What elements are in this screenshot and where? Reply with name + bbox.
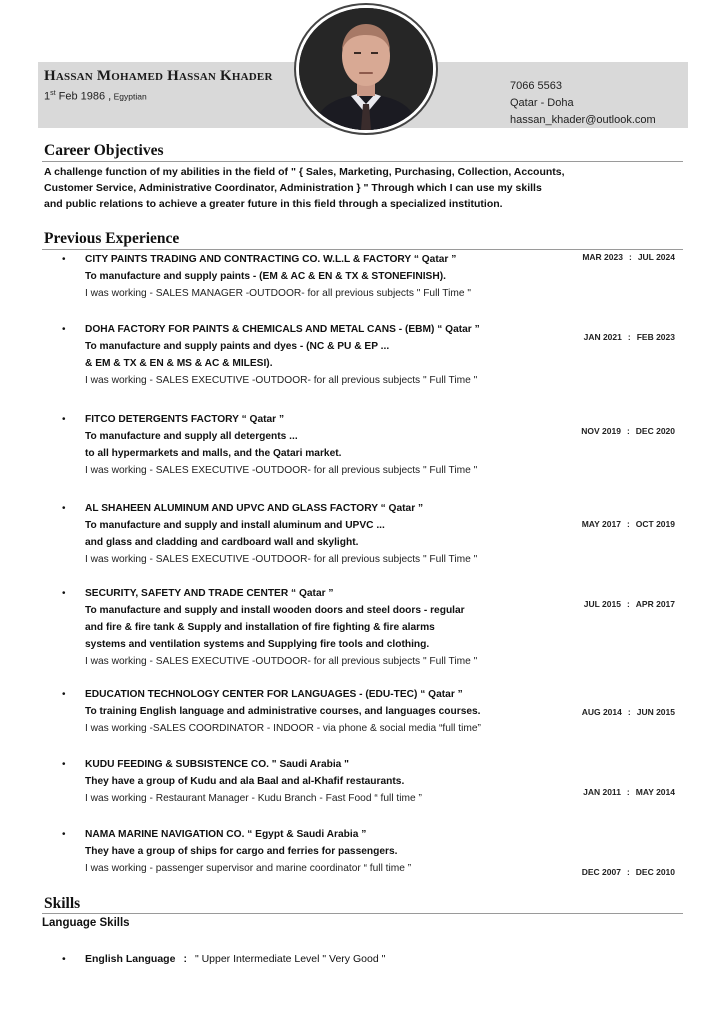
job-role: I was working - SALES EXECUTIVE -OUTDOOR- for all previous subjects " Full Time "	[85, 554, 478, 565]
bullet-icon: •	[62, 689, 66, 700]
section-divider	[42, 161, 683, 162]
language-skills-subheading: Language Skills	[42, 917, 130, 929]
job-company: DOHA FACTORY FOR PAINTS & CHEMICALS AND METAL CANS - (EBM) “ Qatar ”	[85, 324, 480, 335]
bullet-icon: •	[62, 254, 66, 265]
job-entry	[62, 251, 542, 302]
job-description: To manufacture and supply and install wooden doors and steel doors - regular	[85, 605, 465, 616]
birth-date: 1st Feb 1986 , Egyptian	[44, 90, 147, 103]
job-company: EDUCATION TECHNOLOGY CENTER FOR LANGUAGES - (EDU-TEC) “ Qatar ”	[85, 689, 463, 700]
job-role: I was working - SALES EXECUTIVE -OUTDOOR- for all previous subjects " Full Time "	[85, 375, 478, 386]
job-role: I was working - passenger supervisor and marine coordinator “ full time ”	[85, 863, 412, 874]
job-dates: JAN 2011 : MAY 2014	[583, 787, 675, 797]
job-description: systems and ventilation systems and Supplying fire tools and clothing.	[85, 639, 430, 650]
job-entry	[62, 686, 542, 737]
job-role: I was working - Restaurant Manager - Kudu Branch - Fast Food “ full time ”	[85, 793, 422, 804]
job-description: To training English language and administrative courses, and languages courses.	[85, 706, 481, 717]
job-description: to all hypermarkets and malls, and the Qatari market.	[85, 448, 342, 459]
job-description: and fire & fire tank & Supply and installation of fire fighting & fire alarms	[85, 622, 435, 633]
job-entry	[62, 826, 542, 877]
objective-line: and public relations to achieve a greater future in this field through a specialized institution.	[44, 198, 503, 210]
career-objectives-heading: Career Objectives	[44, 142, 164, 159]
objective-text	[44, 164, 684, 212]
person-portrait-icon	[299, 8, 433, 130]
job-description: and glass and cladding and cardboard wall and skylight.	[85, 537, 359, 548]
job-dates: MAY 2017 : OCT 2019	[581, 519, 675, 529]
profile-photo	[296, 5, 436, 133]
job-description: To manufacture and supply paints and dyes - (NC & PU & EP ...	[85, 341, 390, 352]
language-level: " Upper Intermediate Level " Very Good "	[194, 953, 386, 965]
job-dates: NOV 2019 : DEC 2020	[581, 426, 675, 436]
job-dates: JAN 2021 : FEB 2023	[583, 332, 675, 342]
job-company: AL SHAHEEN ALUMINUM AND UPVC AND GLASS FACTORY “ Qatar ”	[85, 503, 424, 514]
nationality: Egyptian	[111, 91, 147, 102]
bullet-icon: •	[62, 829, 66, 840]
previous-experience-heading: Previous Experience	[44, 230, 180, 247]
job-dates: AUG 2014 : JUN 2015	[581, 707, 675, 717]
section-divider	[42, 913, 683, 914]
mobile-value: 7066 5563	[510, 80, 562, 92]
section-divider	[42, 249, 683, 250]
job-company: CITY PAINTS TRADING AND CONTRACTING CO. W.L.L & FACTORY “ Qatar ”	[85, 254, 457, 265]
job-description: To manufacture and supply all detergents ...	[85, 431, 298, 442]
job-description: To manufacture and supply and install aluminum and UPVC ...	[85, 520, 385, 531]
bullet-icon: •	[62, 759, 66, 770]
email-value[interactable]: hassan_khader@outlook.com	[510, 114, 656, 126]
job-entry	[62, 411, 542, 479]
job-description: They have a group of Kudu and ala Baal and al-Khafif restaurants.	[85, 776, 405, 787]
skills-heading: Skills	[44, 895, 81, 912]
bullet-icon: •	[62, 503, 66, 514]
job-company: KUDU FEEDING & SUBSISTENCE CO. " Saudi Arabia "	[85, 759, 350, 770]
job-company: FITCO DETERGENTS FACTORY “ Qatar ”	[85, 414, 285, 425]
job-entry	[62, 585, 542, 670]
job-company: NAMA MARINE NAVIGATION CO. “ Egypt & Saudi Arabia ”	[85, 829, 367, 840]
objective-line: Customer Service, Administrative Coordinator, Administration } " Through which I can use my skills	[44, 182, 542, 194]
language-name: English Language	[85, 953, 176, 965]
job-dates: DEC 2007 : DEC 2010	[581, 867, 675, 877]
job-description: To manufacture and supply paints - (EM & AC & EN & TX & STONEFINISH).	[85, 271, 446, 282]
bullet-icon: •	[62, 414, 66, 425]
job-role: I was working - SALES MANAGER -OUTDOOR- for all previous subjects " Full Time "	[85, 288, 471, 299]
address-value: Qatar - Doha	[510, 97, 574, 109]
job-role: I was working -SALES COORDINATOR - INDOOR - via phone & social media “full time”	[85, 723, 481, 734]
job-dates: JUL 2015 : APR 2017	[583, 599, 675, 609]
candidate-name: Hassan Mohamed Hassan Khader	[44, 68, 273, 84]
job-dates: MAR 2023 : JUL 2024	[582, 252, 675, 262]
job-entry	[62, 321, 542, 389]
objective-line: A challenge function of my abilities in the field of " { Sales, Marketing, Purchasing, Collection, Accounts,	[44, 166, 565, 178]
job-description: They have a group of ships for cargo and ferries for passengers.	[85, 846, 398, 857]
job-entry	[62, 500, 542, 568]
bullet-icon: •	[62, 324, 66, 335]
bullet-icon: •	[62, 588, 66, 599]
job-role: I was working - SALES EXECUTIVE -OUTDOOR- for all previous subjects " Full Time "	[85, 465, 478, 476]
job-company: SECURITY, SAFETY AND TRADE CENTER “ Qatar ”	[85, 588, 334, 599]
job-description: & EM & TX & EN & MS & AC & MILESI).	[85, 358, 273, 369]
job-role: I was working - SALES EXECUTIVE -OUTDOOR- for all previous subjects " Full Time "	[85, 656, 478, 667]
job-entry	[62, 756, 542, 807]
bullet-icon: •	[62, 953, 66, 965]
language-item: • English Language : " Upper Intermediate Level " Very Good "	[62, 953, 386, 965]
